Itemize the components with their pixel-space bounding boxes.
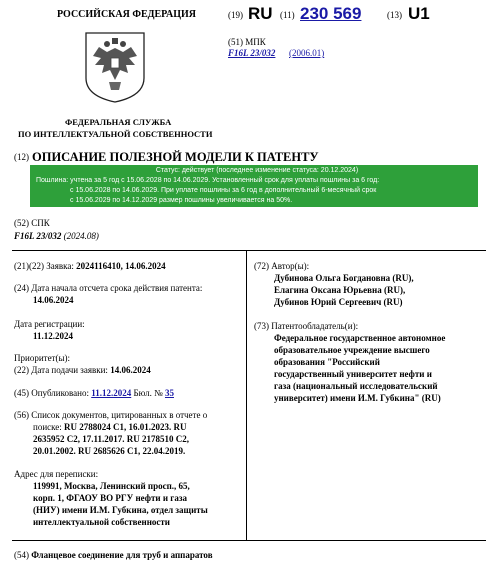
- kind-code: U1: [408, 4, 430, 23]
- fee-line-3: с 15.06.2029 по 14.12.2029 размер пошлины увеличивается на 50%.: [70, 197, 293, 204]
- table-bottom-border: [12, 540, 486, 541]
- status-box: [30, 165, 478, 207]
- published-date-link[interactable]: 11.12.2024: [91, 388, 132, 398]
- registration-label: Дата регистрации:: [14, 319, 85, 329]
- column-divider: [246, 250, 247, 541]
- address-label: Адрес для переписки:: [14, 469, 99, 479]
- agency-name-line1: ФЕДЕРАЛЬНАЯ СЛУЖБА: [65, 117, 172, 127]
- ipc-class-link[interactable]: F16L 23/032: [228, 48, 276, 58]
- owner-line-4: государственный университет нефти и: [274, 369, 432, 379]
- term-value: 14.06.2024: [33, 295, 74, 305]
- owner-line-1: Федеральное государственное автономное: [274, 333, 446, 343]
- ipc-version-link[interactable]: (2006.01): [289, 48, 325, 58]
- bulletin-number-link[interactable]: 35: [164, 388, 174, 398]
- cited-search-label: поиске:: [33, 422, 62, 432]
- owner-label: (73) Патентообладатель(и):: [254, 321, 359, 331]
- document-title: ОПИСАНИЕ ПОЛЕЗНОЙ МОДЕЛИ К ПАТЕНТУ: [32, 150, 319, 164]
- cpc-class: F16L 23/032: [14, 231, 62, 241]
- code-12: (12): [14, 152, 29, 162]
- agency-name-line2: ПО ИНТЕЛЛЕКТУАЛЬНОЙ СОБСТВЕННОСТИ: [18, 129, 213, 139]
- table-top-border: [12, 250, 486, 251]
- priority-row: [14, 364, 151, 376]
- cpc-classification: [14, 231, 99, 241]
- owner-line-3: образования "Российский: [274, 357, 380, 367]
- code-13: (13): [387, 10, 402, 20]
- published-label: (45) Опубликовано:: [14, 388, 89, 398]
- ipc-label: (51) МПК: [228, 37, 266, 47]
- registration-value: 11.12.2024: [33, 331, 74, 341]
- fee-line: Пошлина: учтена за 5 год с 15.06.2028 по 14.06.2029. Установленный срок для уплаты пошлины за 6 год:: [36, 177, 380, 184]
- owner-line-2: образовательное учреждение высшего: [274, 345, 430, 355]
- fee-line-2: с 15.06.2028 по 14.06.2029. При уплате пошлины за 6 год в дополнительный 6-месячный срок: [70, 187, 377, 194]
- author-1: Дубинова Ольга Богдановна (RU),: [274, 273, 414, 283]
- status-line: Статус: действует (последнее изменение статуса: 20.12.2024): [155, 167, 359, 174]
- application-label: (21)(22) Заявка:: [14, 261, 74, 271]
- code-54: (54): [14, 550, 29, 560]
- published-row: [14, 387, 174, 399]
- coat-of-arms-emblem: [83, 30, 147, 104]
- bulletin-label: Бюл. №: [133, 388, 163, 398]
- code-19: (19): [228, 10, 243, 20]
- address-line-3: (НИУ) имени И.М. Губкина, отдел защиты: [33, 505, 208, 515]
- author-2: Елагина Оксана Юрьевна (RU),: [274, 285, 406, 295]
- author-3: Дубинов Юрий Сергеевич (RU): [274, 297, 403, 307]
- country-name: РОССИЙСКАЯ ФЕДЕРАЦИЯ: [57, 9, 197, 20]
- application-value: 2024116410, 14.06.2024: [76, 261, 166, 271]
- owner-line-5: газа (национальный исследовательский: [274, 381, 438, 391]
- cited-label: (56) Список документов, цитированных в отчете о: [14, 410, 208, 420]
- cited-docs-1: RU 2788024 C1, 16.01.2023. RU: [64, 422, 187, 432]
- address-line-1: 119991, Москва, Ленинский просп., 65,: [33, 481, 190, 491]
- address-line-2: корп. 1, ФГАОУ ВО РГУ нефти и газа: [33, 493, 187, 503]
- cited-docs-3: 20.01.2002. RU 2685626 C1, 22.04.2019.: [33, 446, 186, 456]
- cpc-version: (2024.08): [63, 231, 99, 241]
- priority-label: Приоритет(ы):: [14, 353, 71, 363]
- code-11: (11): [280, 10, 295, 20]
- priority-value: 14.06.2024: [110, 365, 151, 375]
- cpc-label: (52) СПК: [14, 218, 50, 228]
- owner-line-6: университет) имени И.М. Губкина" (RU): [274, 393, 441, 403]
- application-row: [14, 260, 166, 272]
- priority-filing-label: (22) Дата подачи заявки:: [14, 365, 108, 375]
- utility-model-name-row: [14, 549, 213, 561]
- authors-label: (72) Автор(ы):: [254, 261, 310, 271]
- cited-docs-2: 2635952 C2, 17.11.2017. RU 2178510 C2,: [33, 434, 190, 444]
- patent-number-link[interactable]: 230 569: [300, 4, 362, 23]
- utility-model-name: Фланцевое соединение для труб и аппаратов: [31, 550, 213, 560]
- country-code: RU: [248, 4, 273, 23]
- term-label: (24) Дата начала отсчета срока действия патента:: [14, 283, 203, 293]
- cited-row-1: [33, 421, 187, 433]
- address-line-4: интеллектуальной собственности: [33, 517, 170, 527]
